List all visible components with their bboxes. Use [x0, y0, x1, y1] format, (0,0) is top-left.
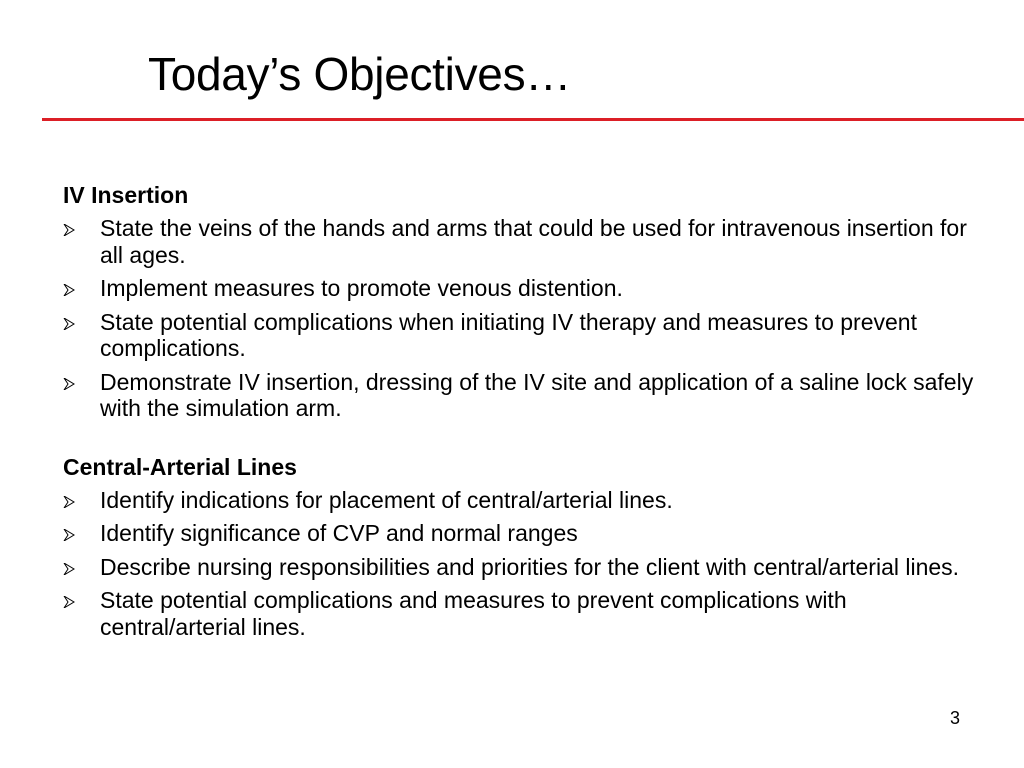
list-item-text: State the veins of the hands and arms that could be used for intravenous insertion for all ages. [100, 215, 967, 268]
list-item-text: Identify indications for placement of central/arterial lines. [100, 486, 673, 513]
section-spacer [63, 422, 993, 453]
arrowhead-bullet-icon [63, 496, 75, 508]
arrowhead-bullet-icon [63, 596, 75, 608]
arrowhead-bullet-icon [63, 378, 75, 390]
arrowhead-bullet-icon [63, 529, 75, 541]
section-central-arterial-lines [63, 453, 993, 641]
list-item-text: Describe nursing responsibilities and priorities for the client with central/arterial lines. [100, 553, 960, 580]
list-item-text: State potential complications when initiating IV therapy and measures to prevent complications. [100, 308, 917, 361]
arrowhead-bullet-icon [63, 224, 75, 236]
objective-list [63, 487, 993, 641]
list-item [63, 275, 993, 302]
arrowhead-bullet-icon [63, 563, 75, 575]
section-heading: IV Insertion [63, 182, 189, 208]
list-item-text: State potential complications and measures to prevent complications with central/arterial lines. [100, 587, 847, 640]
section-iv-insertion [63, 181, 993, 422]
slide-title: Today’s Objectives… [148, 48, 571, 100]
page-number: 3 [950, 708, 961, 728]
list-item [63, 309, 993, 362]
list-item-text: Demonstrate IV insertion, dressing of the IV site and application of a saline lock safely with the simulation arm. [100, 368, 974, 421]
section-heading: Central-Arterial Lines [63, 453, 297, 480]
list-item [63, 487, 993, 514]
list-item [63, 520, 993, 547]
slide-content [63, 181, 993, 640]
list-item [63, 587, 993, 640]
list-item [63, 554, 993, 581]
arrowhead-bullet-icon [63, 284, 75, 296]
list-item-text: Implement measures to promote venous distention. [100, 275, 623, 301]
arrowhead-bullet-icon [63, 318, 75, 330]
title-divider [42, 118, 1024, 121]
objective-list [63, 215, 993, 422]
list-item-text: Identify significance of CVP and normal ranges [100, 520, 578, 546]
list-item [63, 369, 993, 422]
list-item [63, 215, 993, 268]
